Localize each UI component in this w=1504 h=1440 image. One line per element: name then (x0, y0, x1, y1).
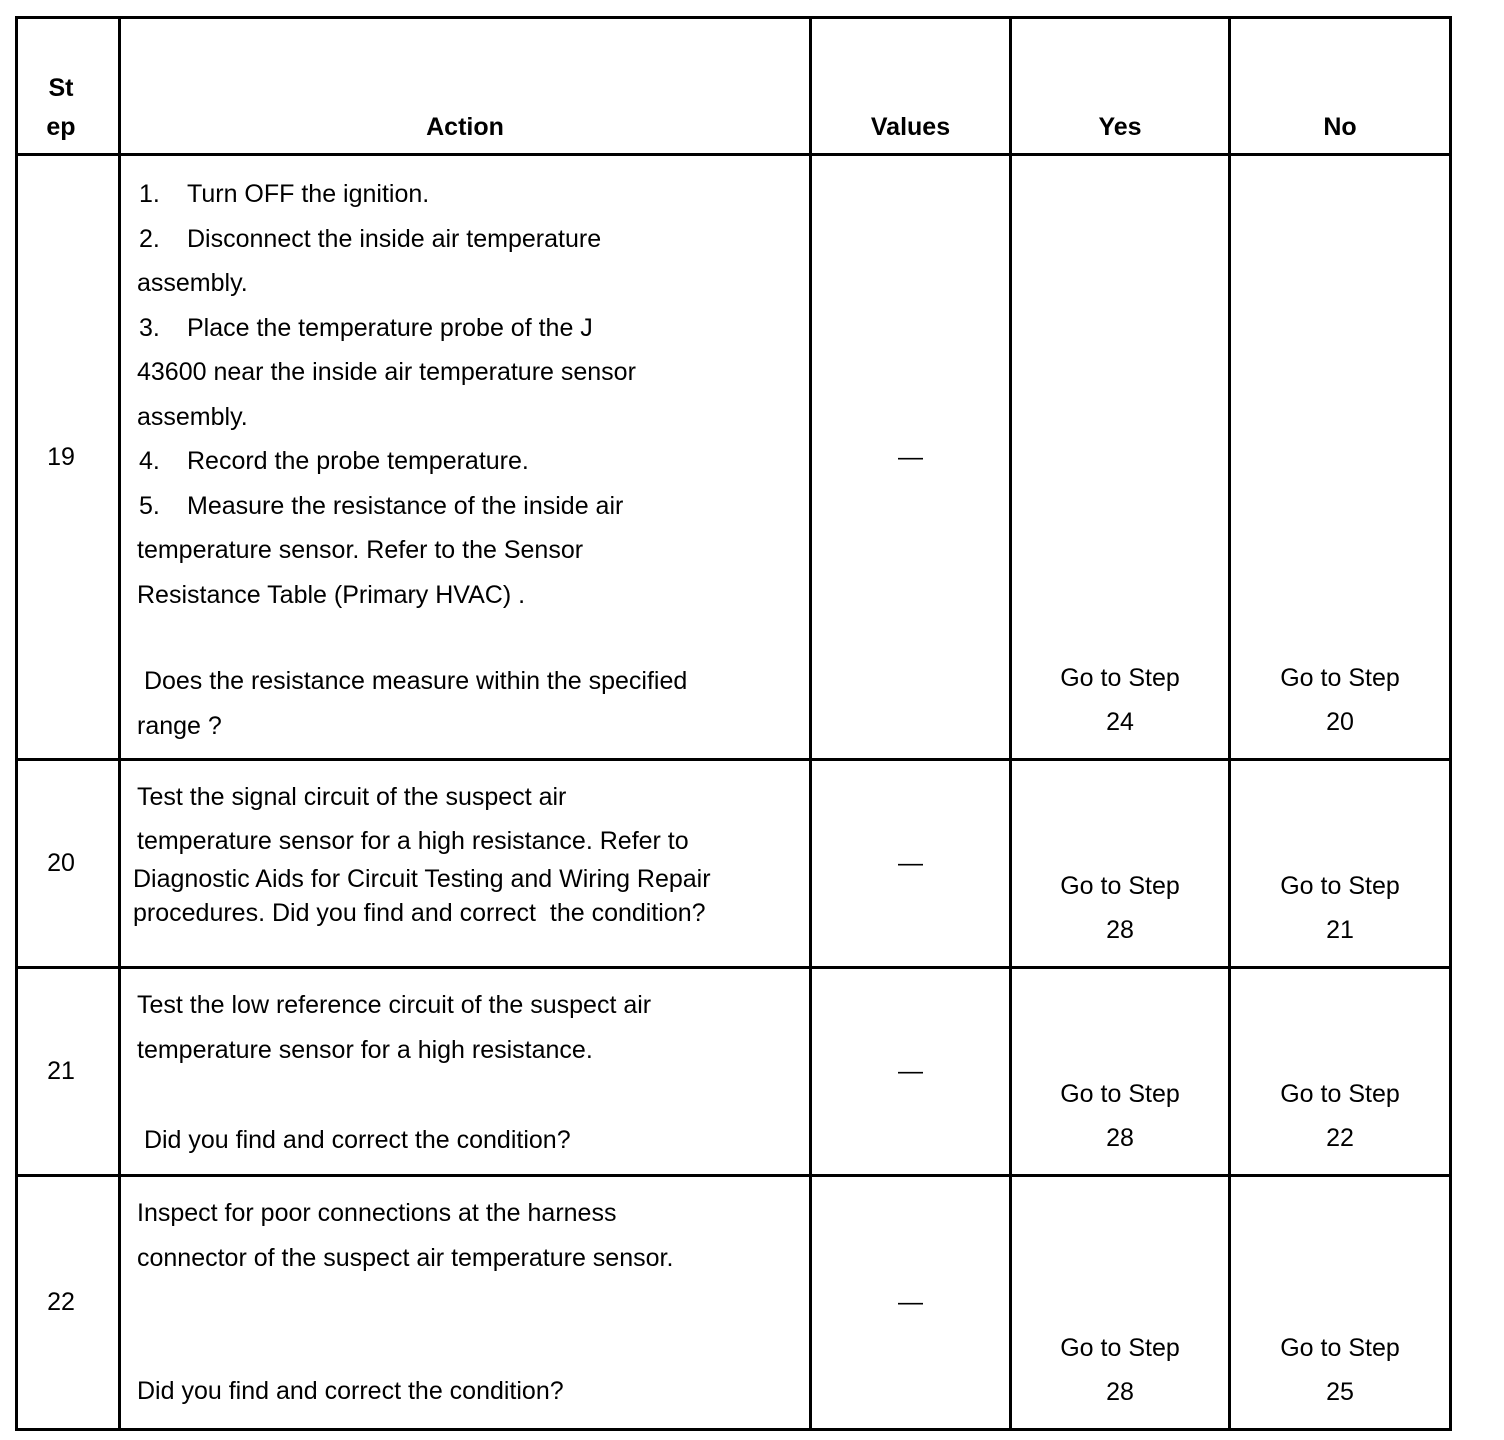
header-step-line1: St (48, 74, 74, 102)
action-line: temperature sensor. Refer to the Sensor (137, 536, 584, 564)
action-cell (120, 1176, 811, 1430)
action-question: Did you find and correct the condition? (137, 1377, 564, 1405)
action-line: 3. Place the temperature probe of the J (139, 313, 593, 342)
yes-step[interactable]: 28 (1106, 1124, 1134, 1152)
no-cell (1230, 968, 1451, 1176)
action-line: Test the low reference circuit of the suspect air (137, 991, 652, 1019)
yes-label: Go to Step (1060, 872, 1180, 900)
no-step[interactable]: 21 (1326, 916, 1354, 944)
action-cell (120, 968, 811, 1176)
yes-label: Go to Step (1060, 1080, 1180, 1108)
yes-cell (1011, 968, 1230, 1176)
action-question: Does the resistance measure within the specified (137, 667, 688, 695)
table-row (17, 760, 1451, 968)
value-cell: — (811, 760, 1011, 968)
no-label: Go to Step (1280, 664, 1400, 692)
yes-cell (1011, 1176, 1230, 1430)
action-line: 4. Record the probe temperature. (139, 447, 529, 475)
step-number: 22 (17, 1176, 120, 1430)
no-cell (1230, 760, 1451, 968)
action-line: connector of the suspect air temperature sensor. (137, 1243, 674, 1272)
action-line: assembly. (137, 402, 248, 431)
no-cell (1230, 1176, 1451, 1430)
step-number: 20 (17, 760, 120, 968)
action-cell (120, 155, 811, 760)
value-cell: — (811, 968, 1011, 1176)
action-question: Did you find and correct the condition? (137, 1126, 571, 1154)
yes-step[interactable]: 28 (1106, 916, 1134, 944)
table-row (17, 1176, 1451, 1430)
action-line: assembly. (137, 269, 248, 297)
diagnostic-table (15, 16, 1452, 1431)
no-step[interactable]: 20 (1326, 708, 1354, 736)
action-line: Test the signal circuit of the suspect air (137, 783, 567, 811)
action-line: 1. Turn OFF the ignition. (139, 180, 430, 208)
action-line: temperature sensor for a high resistance. Refer to (137, 826, 689, 855)
action-line: procedures. Did you find and correct the condition? (133, 898, 706, 927)
no-label: Go to Step (1280, 872, 1400, 900)
action-line: Inspect for poor connections at the harness (137, 1199, 617, 1227)
value-cell: — (811, 1176, 1011, 1430)
header-action: Action (120, 18, 811, 155)
header-step-line2: ep (46, 113, 76, 141)
header-values: Values (811, 18, 1011, 155)
no-label: Go to Step (1280, 1334, 1400, 1362)
yes-cell (1011, 155, 1230, 760)
action-line: Diagnostic Aids for Circuit Testing and Wiring Repair (133, 864, 711, 893)
step-number: 21 (17, 968, 120, 1176)
no-label: Go to Step (1280, 1080, 1400, 1108)
no-step[interactable]: 22 (1326, 1124, 1354, 1152)
action-line: 43600 near the inside air temperature sensor (137, 358, 636, 386)
action-line: temperature sensor for a high resistance. (137, 1035, 593, 1064)
action-line: 2. Disconnect the inside air temperature (139, 224, 602, 253)
action-line: Resistance Table (Primary HVAC) . (137, 580, 526, 609)
yes-label: Go to Step (1060, 664, 1180, 692)
table-row (17, 968, 1451, 1176)
header-row (17, 18, 1451, 155)
no-cell (1230, 155, 1451, 760)
no-step[interactable]: 25 (1326, 1378, 1354, 1406)
yes-label: Go to Step (1060, 1334, 1180, 1362)
value-cell: — (811, 155, 1011, 760)
yes-cell (1011, 760, 1230, 968)
header-no: No (1230, 18, 1451, 155)
header-yes: Yes (1011, 18, 1230, 155)
yes-step[interactable]: 24 (1106, 708, 1134, 736)
step-number: 19 (17, 155, 120, 760)
action-line: 5. Measure the resistance of the inside air (139, 491, 624, 520)
header-step (17, 18, 120, 155)
action-cell (120, 760, 811, 968)
table-row (17, 155, 1451, 760)
action-question: range ? (137, 711, 222, 740)
yes-step[interactable]: 28 (1106, 1378, 1134, 1406)
